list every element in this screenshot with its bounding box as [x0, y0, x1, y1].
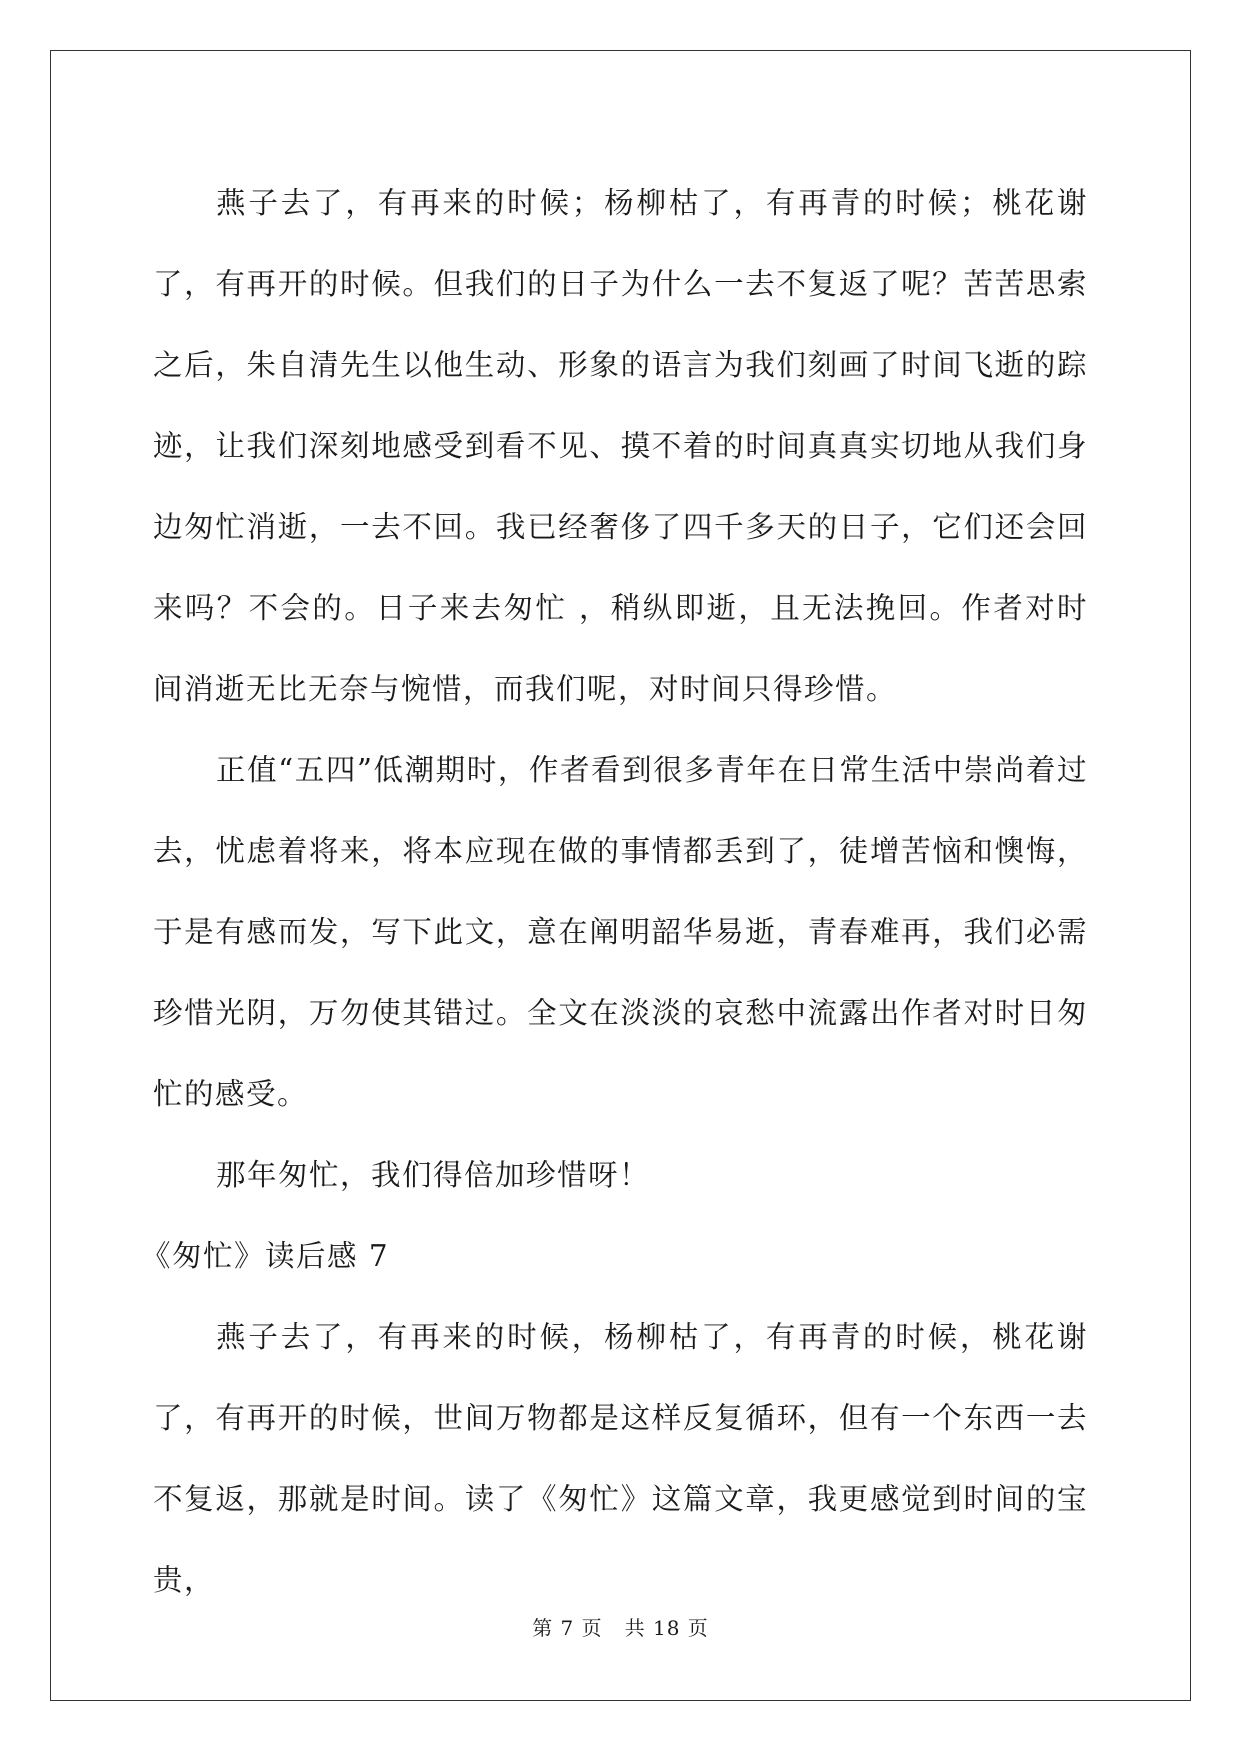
- page-footer: [0, 1612, 1241, 1641]
- page-number: 第 7 页: [532, 1616, 603, 1640]
- paragraph-1: 燕子去了，有再来的时候；杨柳枯了，有再青的时候；桃花谢了，有再开的时候。但我们的日子为什么一去不复返了呢？苦苦思索之后，朱自清先生以他生动、形象的语言为我们刻画了时间飞逝的踪迹，让我们深刻地感受到看不见、摸不着的时间真真实切地从我们身边匆忙消逝，一去不回。我已经奢侈了四千多天的日子，它们还会回来吗？不会的。日子来去匆忙 ，稍纵即逝，且无法挽回。作者对时间消逝无比无奈与惋惜，而我们呢，对时间只得珍惜。: [153, 186, 1088, 706]
- document-body: [141, 163, 1088, 1621]
- section-heading: 《匆忙》读后感 7: [141, 1239, 390, 1273]
- paragraph-4: 燕子去了，有再来的时候，杨柳枯了，有再青的时候，桃花谢了，有再开的时候，世间万物都是这样反复循环，但有一个东西一去不复返，那就是时间。读了《匆忙》这篇文章，我更感觉到时间的宝贵，: [153, 1320, 1088, 1597]
- page-total: 共 18 页: [624, 1616, 709, 1640]
- paragraph-3: 那年匆忙，我们得倍加珍惜呀！: [216, 1158, 651, 1192]
- paragraph-2: 正值“五四”低潮期时，作者看到很多青年在日常生活中崇尚着过去，忧虑着将来，将本应现在做的事情都丢到了，徒增苦恼和懊悔，于是有感而发，写下此文，意在阐明韶华易逝，青春难再，我们必需珍惜光阴，万勿使其错过。全文在淡淡的哀愁中流露出作者对时日匆忙的感受。: [153, 753, 1088, 1111]
